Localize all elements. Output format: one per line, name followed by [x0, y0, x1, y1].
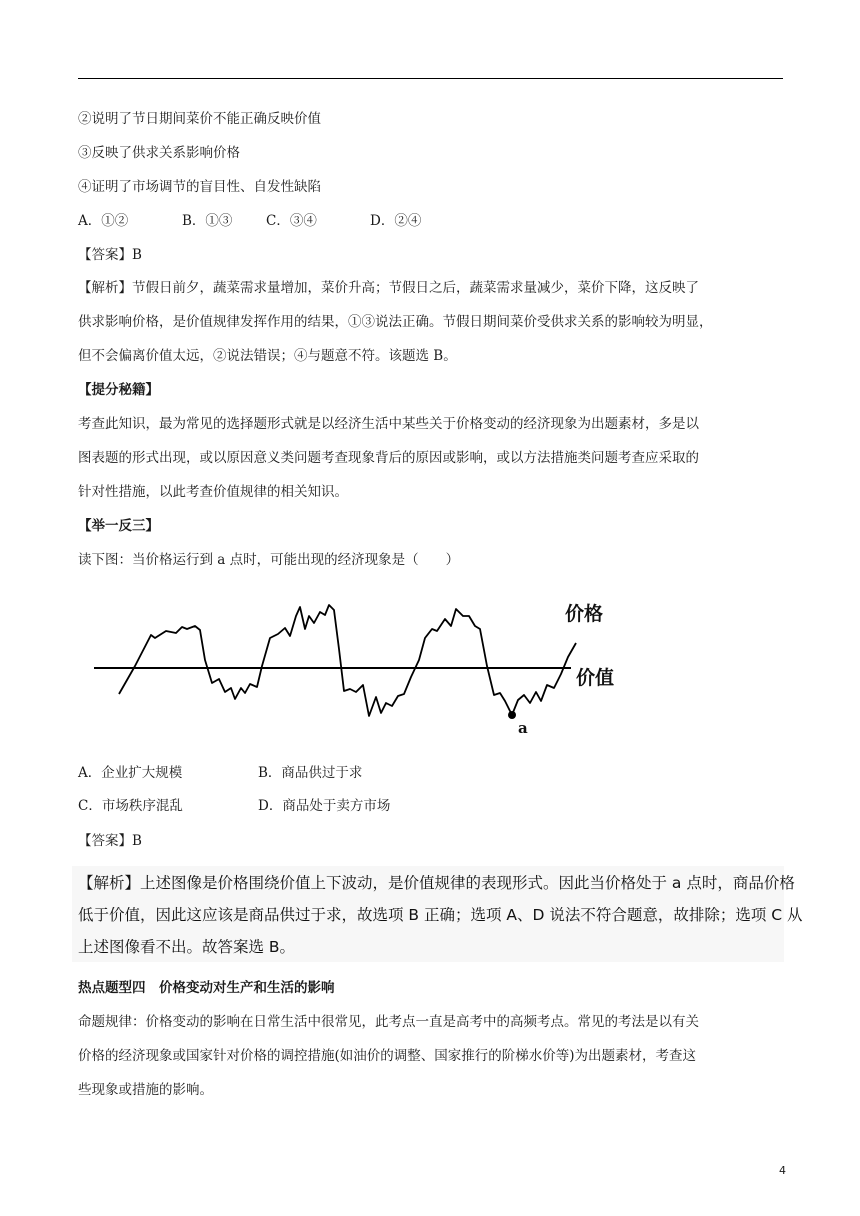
price-curve	[119, 605, 576, 716]
choice-c: C．③④	[266, 213, 317, 229]
rule-line-1: 命题规律：价格变动的影响在日常生活中很常见，此考点一直是高考中的高频考点。常见的考法是以有关	[78, 1014, 699, 1030]
analysis-1-line-1: 【解析】节假日前夕，蔬菜需求量增加，菜价升高；节假日之后，蔬菜需求量减少，菜价下降，这反映了	[78, 280, 699, 296]
page-number: 4	[779, 1164, 786, 1177]
point-a-marker	[508, 711, 516, 719]
answer-2: 【答案】B	[78, 833, 142, 849]
analysis-1-line-2: 供求影响价格，是价值规律发挥作用的结果，①③说法正确。节假日期间菜价受供求关系的影响较为明显，	[78, 314, 713, 330]
practice-heading: 【举一反三】	[78, 518, 159, 534]
option-2-text: ②说明了节日期间菜价不能正确反映价值	[78, 111, 321, 127]
choice-2-a: A．企业扩大规模	[78, 765, 183, 781]
analysis-2-line-3: 上述图像看不出。故答案选 B。	[78, 938, 296, 956]
point-a-label: a	[518, 719, 528, 737]
rule-line-3: 些现象或措施的影响。	[78, 1082, 213, 1098]
tip-heading: 【提分秘籍】	[78, 382, 159, 398]
analysis-2-line-1: 【解析】上述图像是价格围绕价值上下波动，是价值规律的表现形式。因此当价格处于 a 点时，商品价格	[78, 874, 795, 892]
value-label: 价值	[576, 667, 615, 689]
choice-d: D．②④	[370, 213, 422, 229]
practice-question: 读下图：当价格运行到 a 点时，可能出现的经济现象是（ ）	[78, 552, 460, 568]
choice-2-d: D．商品处于卖方市场	[258, 798, 391, 814]
analysis-2-line-2: 低于价值，因此这应该是商品供过于求，故选项 B 正确；选项 A、D 说法不符合题意，故排除；选项 C 从	[78, 906, 803, 924]
analysis-1-line-3: 但不会偏离价值太远，②说法错误；④与题意不符。该题选 B。	[78, 348, 457, 364]
choice-2-b: B．商品供过于求	[258, 765, 363, 781]
option-3-text: ③反映了供求关系影响价格	[78, 145, 240, 161]
rule-line-2: 价格的经济现象或国家针对价格的调控措施(如油价的调整、国家推行的阶梯水价等)为出题素材，考查这	[78, 1048, 697, 1064]
section-heading: 热点题型四 价格变动对生产和生活的影响	[78, 980, 335, 996]
price-label: 价格	[565, 603, 604, 625]
choice-b: B．①③	[182, 213, 233, 229]
answer-1: 【答案】B	[78, 247, 142, 263]
option-4-text: ④证明了市场调节的盲目性、自发性缺陷	[78, 179, 321, 195]
tip-line-3: 针对性措施，以此考查价值规律的相关知识。	[78, 484, 348, 500]
choice-a: A．①②	[78, 213, 129, 229]
tip-line-2: 图表题的形式出现，或以原因意义类问题考查现象背后的原因或影响，或以方法措施类问题考查应采取的	[78, 450, 699, 466]
choice-2-c: C．市场秩序混乱	[78, 798, 183, 814]
tip-line-1: 考查此知识，最为常见的选择题形式就是以经济生活中某些关于价格变动的经济现象为出题素材，多是以	[78, 416, 699, 432]
